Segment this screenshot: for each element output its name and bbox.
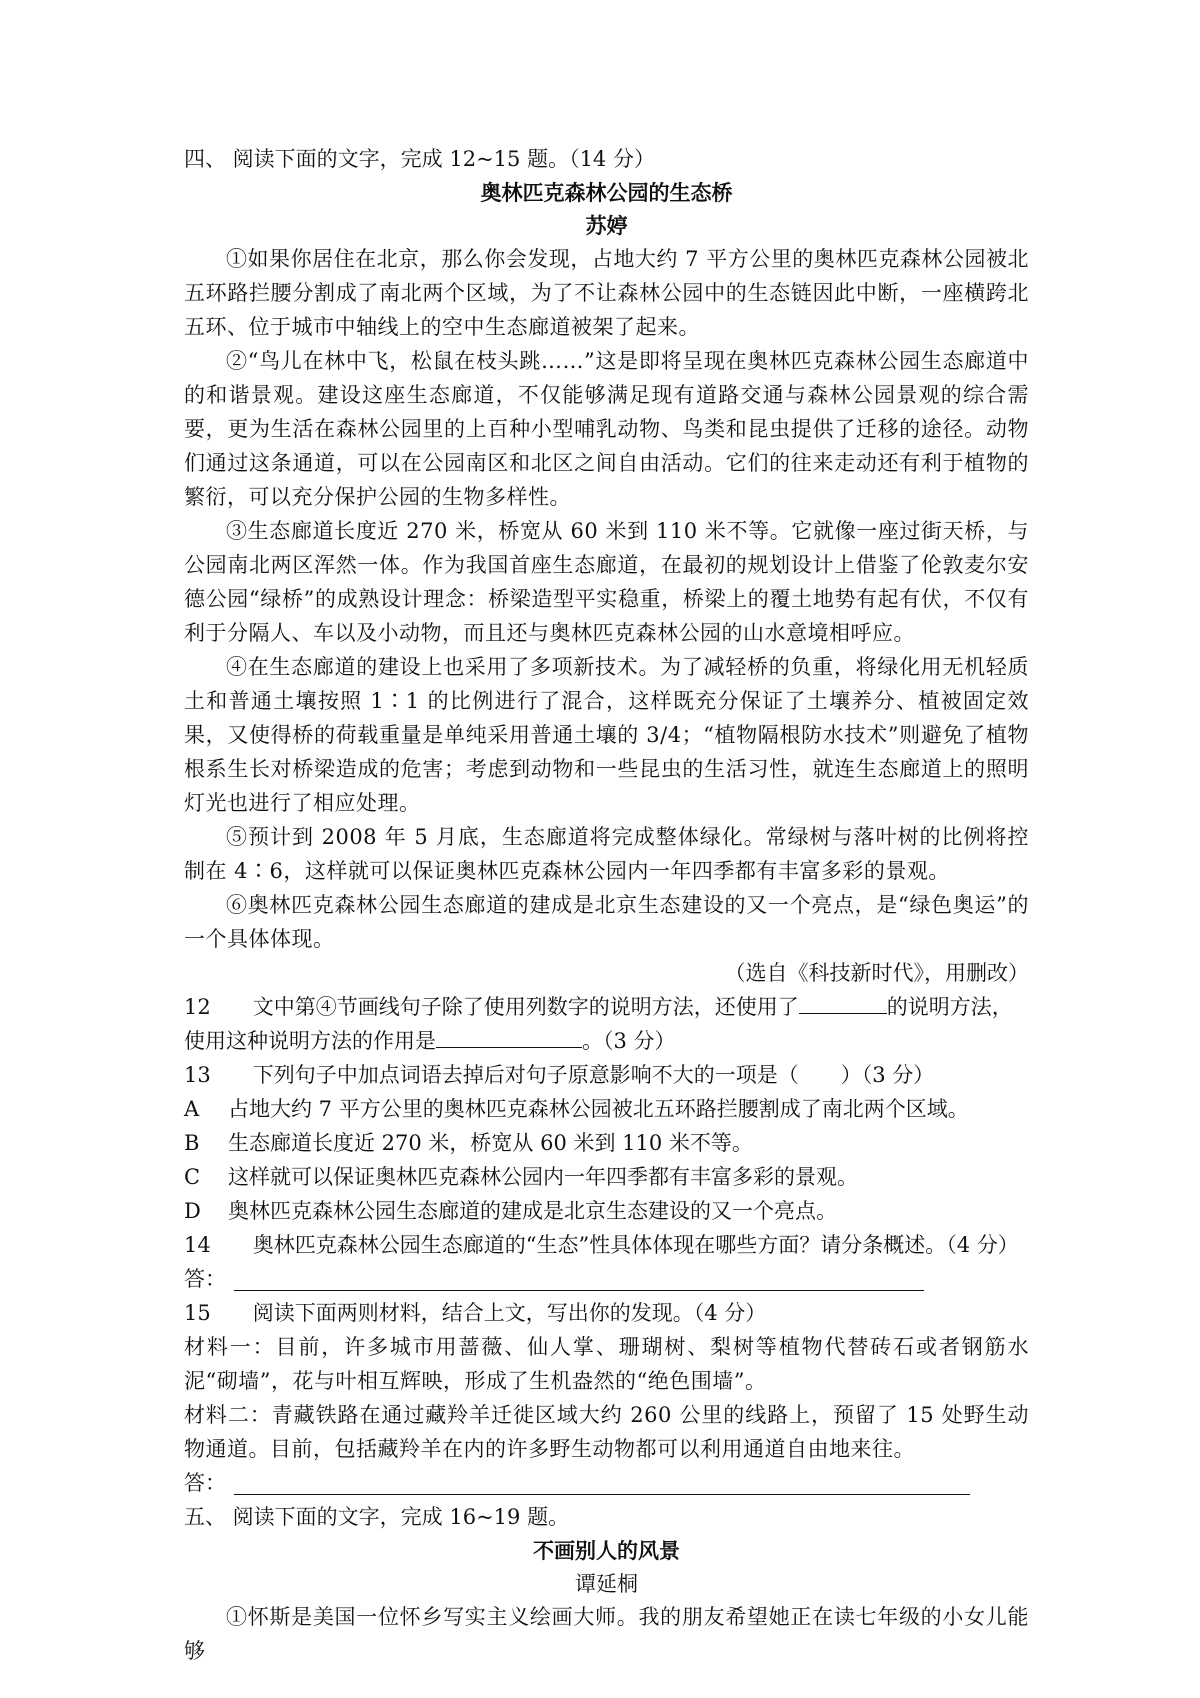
question-12-blank-1[interactable] — [799, 991, 887, 1014]
option-c[interactable] — [184, 1160, 1029, 1194]
question-12-text-b: 的说明方法， — [886, 995, 1013, 1019]
article-title: 奥林匹克森林公园的生态桥 — [480, 181, 733, 205]
material-2: 材料二：青藏铁路在通过藏羚羊迁徙区域大约 260 公里的线路上，预留了 15 处野生动物通道。目前，包括藏羚羊在内的许多野生动物都可以利用通道自由地来往。 — [184, 1403, 1029, 1461]
article-source: （选自《科技新时代》，用删改） — [724, 961, 1029, 985]
material-1: 材料一：目前，许多城市用蔷薇、仙人掌、珊瑚树、梨树等植物代替砖石或者钢筋水泥“砌墙”，花与叶相互辉映，形成了生机盎然的“绝色围墙”。 — [184, 1335, 1029, 1393]
paragraph-6: ⑥奥林匹克森林公园生态廊道的建成是北京生态建设的又一个亮点，是“绿色奥运”的一个具体体现。 — [184, 893, 1029, 951]
question-13-stem: 13 下列句子中加点词语去掉后对句子原意影响不大的一项是（ ）（3 分） — [184, 1063, 935, 1087]
question-15-answer — [184, 1466, 1029, 1500]
option-a[interactable] — [184, 1092, 1029, 1126]
answer-blank-line[interactable] — [234, 1266, 924, 1291]
paragraph-5: ⑤预计到 2008 年 5 月底，生态廊道将完成整体绿化。常绿树与落叶树的比例将控制在 4∶6，这样就可以保证奥林匹克森林公园内一年四季都有丰富多彩的景观。 — [184, 825, 1029, 883]
question-12-text-a: 12 文中第④节画线句子除了使用列数字的说明方法，还使用了 — [184, 995, 799, 1019]
article-2-title: 不画别人的风景 — [533, 1539, 680, 1563]
option-letter: C — [184, 1165, 201, 1189]
option-b[interactable] — [184, 1126, 1029, 1160]
answer-label: 答： — [184, 1471, 226, 1495]
paragraph-2: ②“鸟儿在林中飞，松鼠在枝头跳……”这是即将呈现在奥林匹克森林公园生态廊道中的和谐景观。建设这座生态廊道，不仅能够满足现有道路交通与森林公园景观的综合需要，更为生活在森林公园里的上百种小型哺乳动物、鸟类和昆虫提供了迁移的途径。动物们通过这条通道，可以在公园南区和北区之间自由活动。它们的往来走动还有利于植物的繁衍，可以充分保护公园的生物多样性。 — [184, 349, 1029, 509]
exam-page — [184, 142, 1029, 1668]
question-15-stem: 15 阅读下面两则材料，结合上文，写出你的发现。（4 分） — [184, 1301, 767, 1325]
question-14-stem: 14 奥林匹克森林公园生态廊道的“生态”性具体体现在哪些方面？请分条概述。（4 分） — [184, 1233, 1019, 1257]
option-letter: A — [184, 1097, 200, 1121]
question-14-answer — [184, 1262, 1029, 1296]
option-text: 这样就可以保证奥林匹克森林公园内一年四季都有丰富多彩的景观。 — [228, 1165, 858, 1189]
option-letter: D — [184, 1199, 201, 1223]
article-author: 苏婷 — [585, 214, 628, 238]
answer-label: 答： — [184, 1267, 226, 1291]
paragraph-1: ①如果你居住在北京，那么你会发现，占地大约 7 平方公里的奥林匹克森林公园被北五环路拦腰分割成了南北两个区域，为了不让森林公园中的生态链因此中断，一座横跨北五环、位于城市中轴线上的空中生态廊道被架了起来。 — [184, 247, 1029, 339]
option-text: 奥林匹克森林公园生态廊道的建成是北京生态建设的又一个亮点。 — [228, 1199, 837, 1223]
paragraph-3: ③生态廊道长度近 270 米，桥宽从 60 米到 110 米不等。它就像一座过街天桥，与公园南北两区浑然一体。作为我国首座生态廊道，在最初的规划设计上借鉴了伦敦麦尔安德公园“绿桥”的成熟设计理念：桥梁造型平实稳重，桥梁上的覆土地势有起有伏，不仅有利于分隔人、车以及小动物，而且还与奥林匹克森林公园的山水意境相呼应。 — [184, 519, 1029, 645]
option-text: 占地大约 7 平方公里的奥林匹克森林公园被北五环路拦腰割成了南北两个区域。 — [228, 1097, 969, 1121]
question-12-blank-2[interactable] — [436, 1025, 582, 1048]
option-text: 生态廊道长度近 270 米，桥宽从 60 米到 110 米不等。 — [228, 1131, 753, 1155]
option-letter: B — [184, 1131, 200, 1155]
section-5-heading: 五、 阅读下面的文字，完成 16~19 题。 — [184, 1505, 570, 1529]
option-d[interactable] — [184, 1194, 1029, 1228]
article-2-paragraph-1: ①怀斯是美国一位怀乡写实主义绘画大师。我的朋友希望她正在读七年级的小女儿能够 — [184, 1605, 1029, 1663]
paragraph-4: ④在生态廊道的建设上也采用了多项新技术。为了减轻桥的负重，将绿化用无机轻质土和普通土壤按照 1∶1 的比例进行了混合，这样既充分保证了土壤养分、植被固定效果，又使得桥的荷载重量是单纯采用普通土壤的 3/4；“植物隔根防水技术”则避免了植物根系生长对桥梁造成的危害；考虑到动物和一些昆虫的生活习性，就连生态廊道上的照明灯光也进行了相应处理。 — [184, 655, 1029, 815]
question-12-text-d: 。（3 分） — [582, 1029, 676, 1053]
section-4-heading: 四、 阅读下面的文字，完成 12~15 题。（14 分） — [184, 147, 655, 171]
question-12 — [184, 990, 1029, 1058]
question-12-text-c: 使用这种说明方法的作用是 — [184, 1029, 436, 1053]
answer-blank-line[interactable] — [234, 1470, 970, 1495]
article-2-author: 谭延桐 — [575, 1572, 638, 1596]
